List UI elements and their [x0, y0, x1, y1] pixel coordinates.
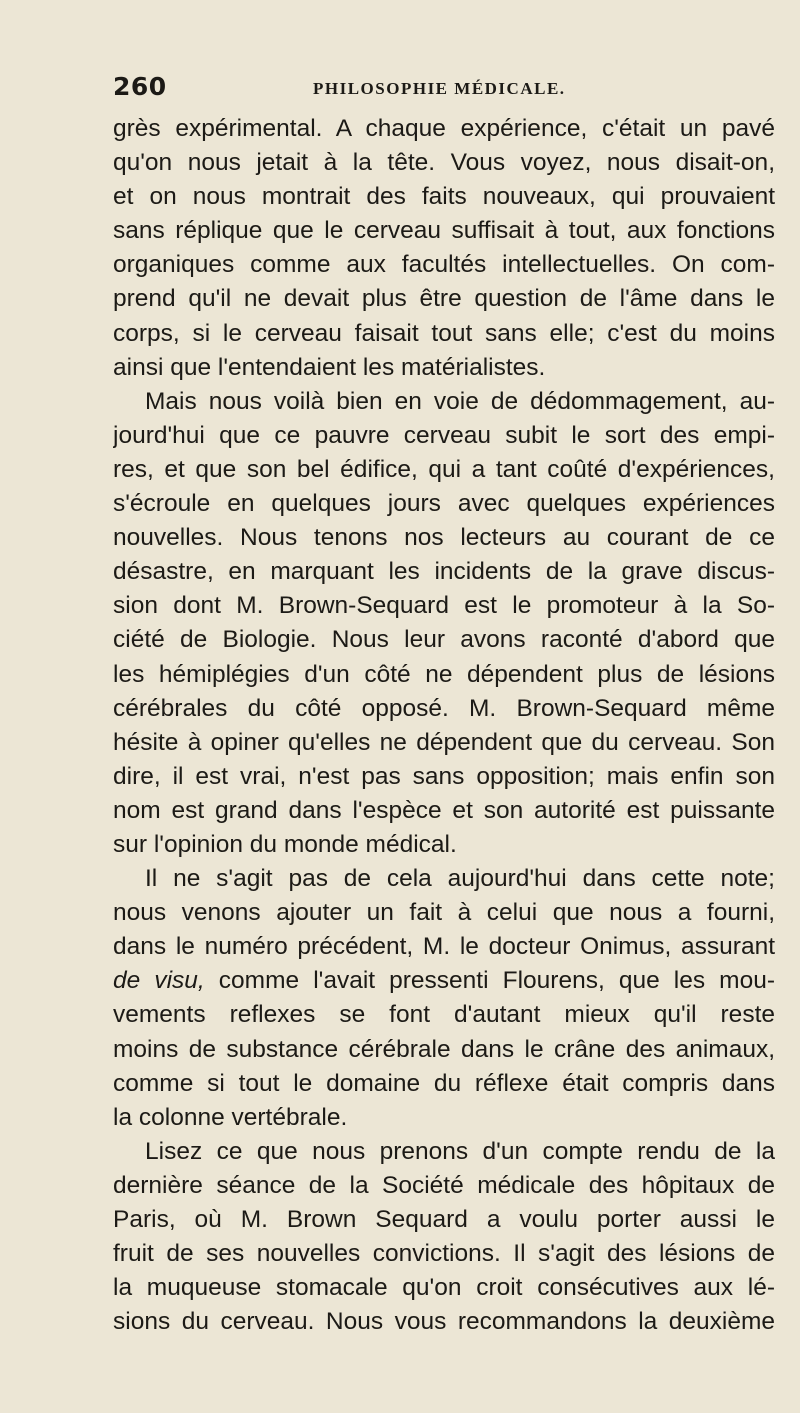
- text-line: la colonne vertébrale.: [113, 1103, 348, 1131]
- text-line: nom est grand dans l'espèce et son autorité est puissante: [113, 796, 775, 824]
- paragraph-start: Lisez ce que nous prenons d'un compte rendu de la: [145, 1137, 775, 1165]
- text-line: désastre, en marquant les incidents de la grave discus-: [113, 558, 775, 586]
- text-line-rest: comme l'avait pressenti Flourens, que les mou-: [218, 967, 775, 995]
- text-line: la muqueuse stomacale qu'on croit consécutives aux lé-: [113, 1274, 775, 1302]
- text-line: comme si tout le domaine du réflexe était compris dans: [113, 1069, 775, 1097]
- page-number: 260: [113, 72, 167, 101]
- text-line: dernière séance de la Société médicale des hôpitaux de: [113, 1171, 775, 1199]
- text-line: Paris, où M. Brown Sequard a voulu porter aussi le: [113, 1206, 775, 1233]
- text-line: prend qu'il ne devait plus être question de l'âme dans le: [113, 285, 775, 313]
- text-line-with-italic: [113, 964, 775, 998]
- body-text: [113, 112, 775, 1339]
- text-line: qu'on nous jetait à la tête. Vous voyez, nous disait-on,: [113, 149, 775, 177]
- paragraph-start: Il ne s'agit pas de cela aujourd'hui dans cette note;: [145, 865, 775, 893]
- text-line: vements reflexes se font d'autant mieux qu'il reste: [113, 1001, 775, 1029]
- text-line: cérébrales du côté opposé. M. Brown-Sequard même: [113, 694, 775, 722]
- text-line: les hémiplégies d'un côté ne dépendent plus de lésions: [113, 660, 775, 688]
- text-line: nous venons ajouter un fait à celui que nous a fourni,: [113, 899, 775, 927]
- text-line: sans réplique que le cerveau suffisait à tout, aux fonctions: [113, 217, 775, 245]
- text-line: sur l'opinion du monde médical.: [113, 830, 457, 858]
- text-line: moins de substance cérébrale dans le crâne des animaux,: [113, 1035, 775, 1063]
- text-line: ainsi que l'entendaient les matérialistes.: [113, 353, 546, 381]
- text-line: et on nous montrait des faits nouveaux, qui prouvaient: [113, 183, 775, 211]
- text-line: hésite à opiner qu'elles ne dépendent que du cerveau. Son: [113, 728, 775, 756]
- text-line: dans le numéro précédent, M. le docteur Onimus, assurant: [113, 933, 775, 961]
- paragraph-start: Mais nous voilà bien en voie de dédommagement, au-: [145, 387, 775, 415]
- text-line: dire, il est vrai, n'est pas sans opposition; mais enfin son: [113, 762, 775, 790]
- page-header: [113, 72, 775, 106]
- text-line: sion dont M. Brown-Sequard est le promoteur à la So-: [113, 592, 775, 620]
- text-line: jourd'hui que ce pauvre cerveau subit le sort des empi-: [113, 421, 775, 449]
- text-line: s'écroule en quelques jours avec quelques expériences: [113, 490, 775, 518]
- running-head: PHILOSOPHIE MÉDICALE.: [313, 79, 566, 98]
- text-line: grès expérimental. A chaque expérience, c'était un pavé: [113, 115, 775, 142]
- text-line: ciété de Biologie. Nous leur avons raconté d'abord que: [113, 626, 775, 654]
- text-line: nouvelles. Nous tenons nos lecteurs au courant de ce: [113, 524, 775, 552]
- text-line: sions du cerveau. Nous vous recommandons la deuxième: [113, 1308, 775, 1336]
- text-line: res, et que son bel édifice, qui a tant coûté d'expériences,: [113, 455, 775, 483]
- text-line: corps, si le cerveau faisait tout sans elle; c'est du moins: [113, 319, 775, 347]
- italic-phrase: de visu,: [113, 967, 205, 995]
- text-line: organiques comme aux facultés intellectuelles. On com-: [113, 251, 775, 279]
- text-line: fruit de ses nouvelles convictions. Il s'agit des lésions de: [113, 1240, 775, 1268]
